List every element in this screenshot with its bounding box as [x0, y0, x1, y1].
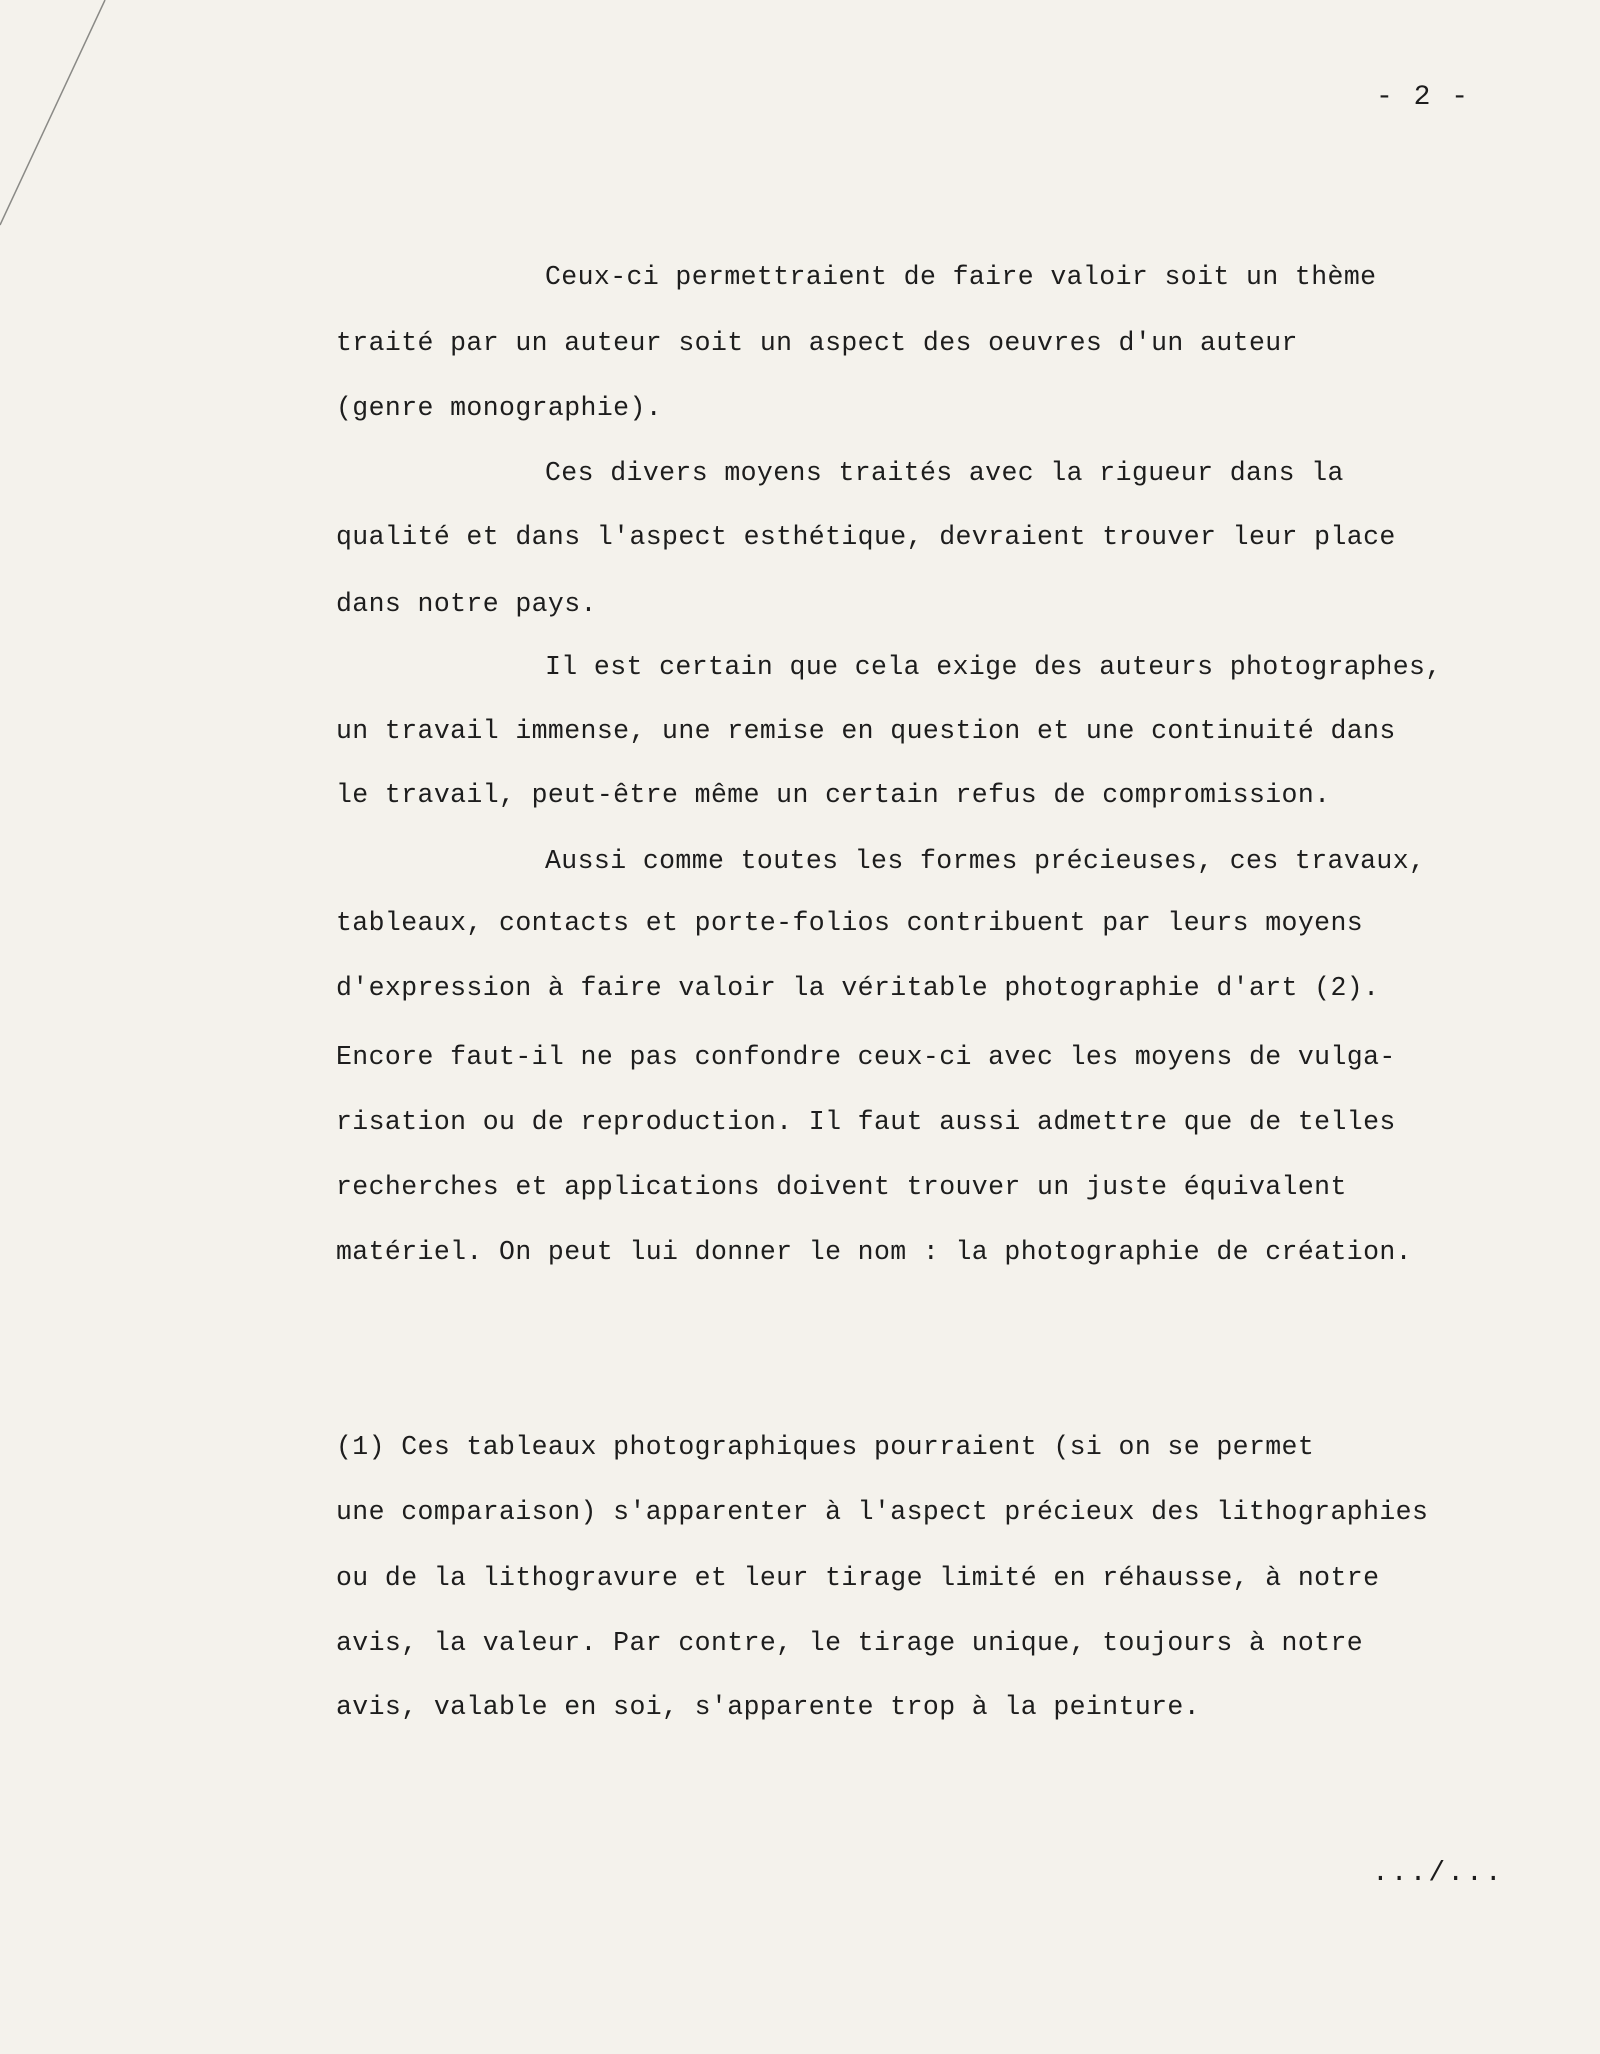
body-line: recherches et applications doivent trouver un juste équivalent — [336, 1172, 1347, 1202]
body-line: matériel. On peut lui donner le nom : la photographie de création. — [336, 1237, 1412, 1267]
body-line: risation ou de reproduction. Il faut aussi admettre que de telles — [336, 1107, 1396, 1137]
body-line: Aussi comme toutes les formes précieuses, ces travaux, — [545, 846, 1426, 876]
body-line: Il est certain que cela exige des auteurs photographes, — [545, 652, 1442, 682]
body-line: tableaux, contacts et porte-folios contribuent par leurs moyens — [336, 908, 1364, 938]
body-line: dans notre pays. — [336, 589, 597, 619]
body-line: Ceux-ci permettraient de faire valoir soit un thème — [545, 262, 1377, 292]
body-line: d'expression à faire valoir la véritable photographie d'art (2). — [336, 973, 1380, 1003]
body-line: un travail immense, une remise en question et une continuité dans — [336, 716, 1396, 746]
body-line: le travail, peut-être même un certain refus de compromission. — [336, 780, 1331, 810]
footnote-line: une comparaison) s'apparenter à l'aspect précieux des lithographies — [336, 1497, 1429, 1527]
footnote-line: avis, valable en soi, s'apparente trop à la peinture. — [336, 1692, 1201, 1722]
body-line: (genre monographie). — [336, 393, 663, 423]
body-line: traité par un auteur soit un aspect des oeuvres d'un auteur — [336, 328, 1298, 358]
body-line: Ces divers moyens traités avec la rigueur dans la — [545, 458, 1344, 488]
footnote-line: avis, la valeur. Par contre, le tirage unique, toujours à notre — [336, 1628, 1364, 1658]
page-fold-line — [0, 0, 120, 230]
continuation-marker: .../... — [1372, 1858, 1504, 1889]
body-line: Encore faut-il ne pas confondre ceux-ci avec les moyens de vulga- — [336, 1042, 1396, 1072]
footnote-line: (1) Ces tableaux photographiques pourraient (si on se permet — [336, 1432, 1315, 1462]
body-line: qualité et dans l'aspect esthétique, devraient trouver leur place — [336, 522, 1396, 552]
footnote-line: ou de la lithogravure et leur tirage limité en réhausse, à notre — [336, 1563, 1380, 1593]
page-number: - 2 - — [1376, 82, 1471, 113]
